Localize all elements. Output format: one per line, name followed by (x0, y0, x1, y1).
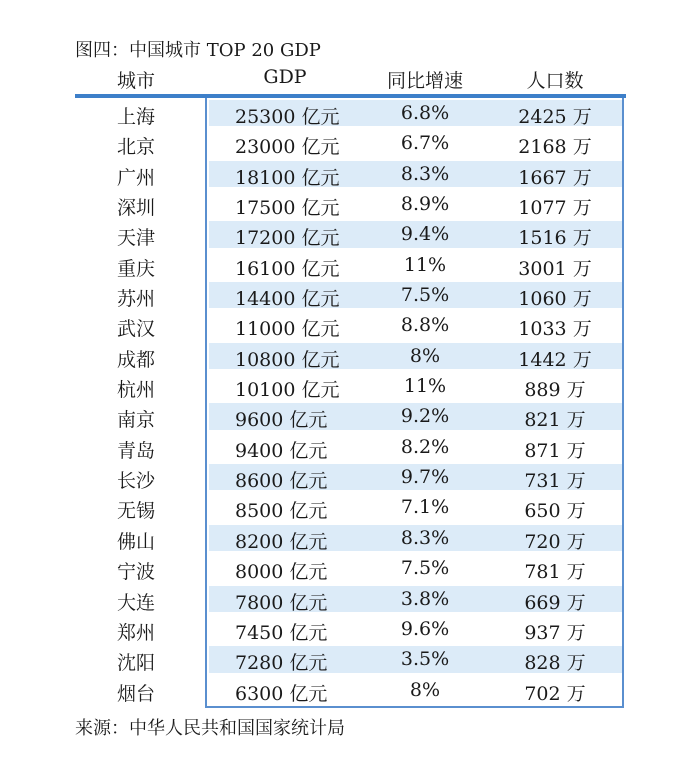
city-cell: 沈阳 (117, 652, 156, 675)
table-row (75, 128, 626, 158)
population-cell: 1077 万 (518, 197, 592, 220)
population-cell: 669 万 (524, 591, 586, 614)
gdp-cell: 9600 亿元 (235, 409, 328, 432)
growth-cell: 9.4% (400, 223, 450, 246)
growth-cell: 8.9% (400, 193, 450, 216)
city-cell: 杭州 (117, 379, 156, 402)
population-cell: 1442 万 (518, 348, 592, 371)
table-row (75, 432, 626, 462)
city-cell: 烟台 (117, 682, 156, 705)
gdp-cell: 25300 亿元 (235, 106, 340, 128)
table-row (75, 492, 626, 522)
population-cell: 781 万 (524, 561, 586, 584)
gdp-cell: 10800 亿元 (235, 348, 340, 371)
population-cell: 889 万 (524, 379, 586, 402)
header-gdp: GDP (263, 66, 307, 88)
population-cell: 821 万 (524, 409, 586, 432)
population-cell: 3001 万 (518, 257, 592, 280)
population-cell: 2425 万 (518, 106, 592, 128)
city-cell: 重庆 (117, 257, 156, 280)
table-row (75, 280, 626, 310)
gdp-cell: 8000 亿元 (235, 561, 328, 584)
city-cell: 无锡 (117, 500, 156, 523)
source-note: 来源：中华人民共和国国家统计局 (75, 718, 345, 739)
population-cell: 1033 万 (518, 318, 592, 341)
population-cell: 937 万 (524, 621, 586, 644)
growth-cell: 7.5% (400, 284, 450, 307)
table-row (75, 371, 626, 401)
city-cell: 佛山 (117, 530, 156, 553)
table-row (75, 401, 626, 431)
growth-cell: 6.7% (400, 132, 450, 155)
gdp-cell: 18100 亿元 (235, 166, 340, 189)
city-cell: 大连 (117, 591, 156, 614)
city-cell: 成都 (117, 348, 156, 371)
gdp-cell: 17200 亿元 (235, 227, 340, 250)
growth-cell: 11% (403, 375, 447, 398)
growth-cell: 8% (409, 678, 441, 701)
growth-cell: 8.8% (400, 314, 450, 337)
population-cell: 702 万 (524, 682, 586, 705)
population-cell: 828 万 (524, 652, 586, 675)
header-population: 人口数 (526, 70, 584, 92)
population-cell: 2168 万 (518, 136, 592, 159)
table-row (75, 462, 626, 492)
population-cell: 720 万 (524, 530, 586, 553)
growth-cell: 11% (403, 253, 447, 276)
growth-cell: 3.8% (400, 587, 450, 610)
table-row (75, 614, 626, 644)
gdp-cell: 7450 亿元 (235, 621, 328, 644)
table-header (75, 62, 625, 92)
gdp-cell: 11000 亿元 (235, 318, 340, 341)
gdp-cell: 8600 亿元 (235, 470, 328, 493)
gdp-cell: 16100 亿元 (235, 257, 340, 280)
growth-cell: 8.3% (400, 162, 450, 185)
table-row (75, 189, 626, 219)
city-cell: 深圳 (117, 197, 156, 220)
growth-cell: 9.6% (400, 617, 450, 640)
gdp-cell: 8500 亿元 (235, 500, 328, 523)
table-row (75, 310, 626, 340)
growth-cell: 8.3% (400, 526, 450, 549)
table-row (75, 159, 626, 189)
gdp-cell: 9400 亿元 (235, 439, 328, 462)
city-cell: 郑州 (117, 621, 156, 644)
population-cell: 650 万 (524, 500, 586, 523)
city-cell: 苏州 (117, 288, 156, 311)
table-body (75, 98, 626, 705)
gdp-cell: 23000 亿元 (235, 136, 340, 159)
city-cell: 上海 (117, 106, 156, 128)
table-title: 图四：中国城市 TOP 20 GDP (75, 40, 321, 61)
header-city: 城市 (117, 70, 156, 92)
gdp-cell: 10100 亿元 (235, 379, 340, 402)
city-cell: 武汉 (117, 318, 156, 341)
city-cell: 北京 (117, 136, 156, 159)
table-row (75, 219, 626, 249)
population-cell: 1060 万 (518, 288, 592, 311)
header-growth: 同比增速 (386, 70, 463, 92)
growth-cell: 6.8% (400, 102, 450, 124)
table-row (75, 98, 626, 128)
growth-cell: 7.5% (400, 557, 450, 580)
table-row (75, 675, 626, 705)
gdp-cell: 17500 亿元 (235, 197, 340, 220)
population-cell: 871 万 (524, 439, 586, 462)
table-row (75, 341, 626, 371)
table-row (75, 523, 626, 553)
gdp-cell: 8200 亿元 (235, 530, 328, 553)
city-cell: 青岛 (117, 439, 156, 462)
growth-cell: 9.7% (400, 466, 450, 489)
growth-cell: 3.5% (400, 648, 450, 671)
gdp-cell: 7280 亿元 (235, 652, 328, 675)
gdp-cell: 7800 亿元 (235, 591, 328, 614)
gdp-cell: 6300 亿元 (235, 682, 328, 705)
table-row (75, 553, 626, 583)
city-cell: 长沙 (117, 470, 156, 493)
city-cell: 广州 (117, 166, 156, 189)
growth-cell: 9.2% (400, 405, 450, 428)
city-cell: 南京 (117, 409, 156, 432)
table-row (75, 644, 626, 674)
table-row (75, 584, 626, 614)
growth-cell: 8% (409, 344, 441, 367)
city-cell: 宁波 (117, 561, 156, 584)
growth-cell: 7.1% (400, 496, 450, 519)
population-cell: 1516 万 (518, 227, 592, 250)
population-cell: 1667 万 (518, 166, 592, 189)
population-cell: 731 万 (524, 470, 586, 493)
table-row (75, 250, 626, 280)
city-cell: 天津 (117, 227, 156, 250)
gdp-cell: 14400 亿元 (235, 288, 340, 311)
growth-cell: 8.2% (400, 435, 450, 458)
